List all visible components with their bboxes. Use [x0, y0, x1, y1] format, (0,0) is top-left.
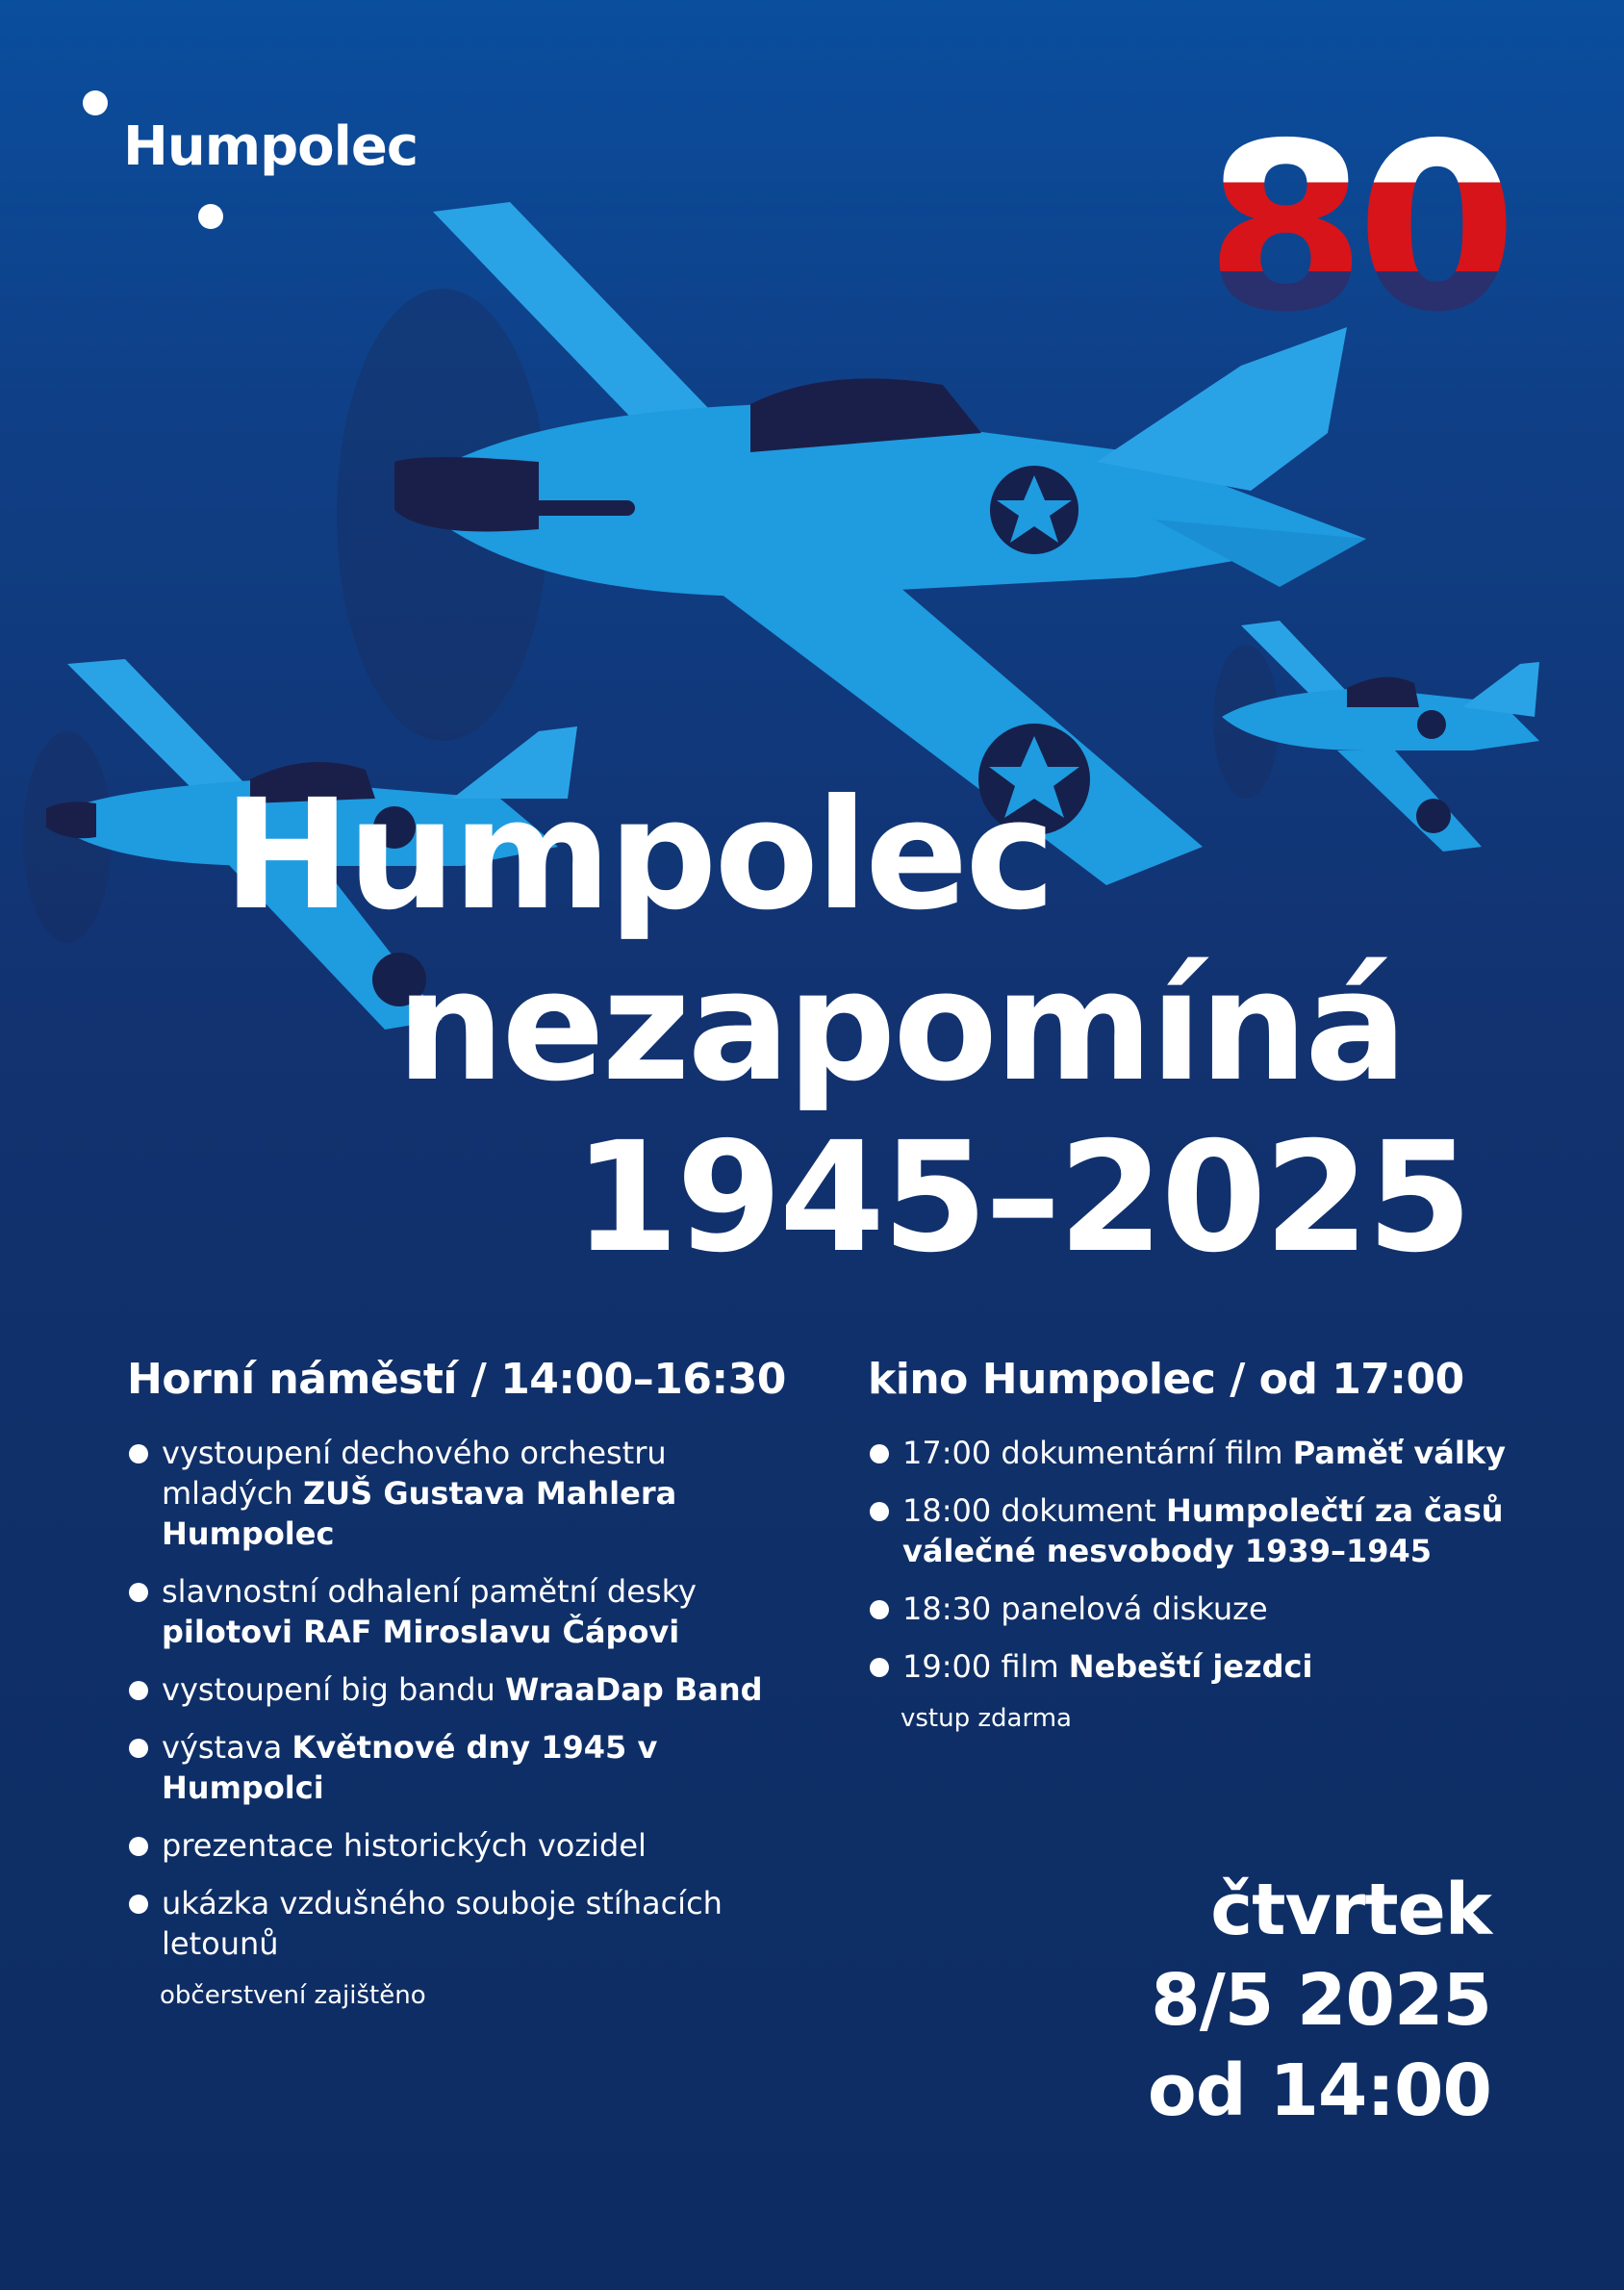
plane-right-icon	[1213, 621, 1539, 852]
headline-line-1: Humpolec	[223, 767, 1053, 944]
event-day: čtvrtek	[1210, 1869, 1491, 1951]
list-item: 19:00 film Nebeští jezdci	[868, 1646, 1522, 1687]
program-right-list	[868, 1433, 1522, 1687]
program-left-note: občerstvení zajištěno	[160, 1981, 426, 2010]
list-item: slavnostní odhalení pamětní desky pilotovi RAF Miroslavu Čápovi	[127, 1571, 800, 1652]
program-right	[868, 1355, 1522, 1733]
event-date-value: 8/5 2025	[1151, 1959, 1491, 2042]
program-left-title: Horní náměstí / 14:00–16:30	[127, 1355, 786, 1404]
program-left	[127, 1355, 800, 2010]
anniversary-number: 80	[1205, 115, 1508, 327]
list-item: ukázka vzdušného souboje stíhacích letounů	[127, 1883, 800, 1964]
program-right-title: kino Humpolec / od 17:00	[868, 1355, 1464, 1404]
headline-line-2: nezapomíná	[396, 938, 1405, 1115]
list-item: výstava Květnové dny 1945 v Humpolci	[127, 1727, 800, 1808]
list-item: 17:00 dokumentární film Paměť války	[868, 1433, 1522, 1473]
event-date	[1148, 1865, 1491, 2136]
list-item: prezentace historických vozidel	[127, 1825, 800, 1866]
list-item: vystoupení big bandu WraaDap Band	[127, 1669, 800, 1710]
program-right-note: vstup zdarma	[901, 1704, 1072, 1733]
list-item: 18:30 panelová diskuze	[868, 1589, 1522, 1629]
list-item: vystoupení dechového orchestru mladých ZUŠ Gustava Mahlera Humpolec	[127, 1433, 800, 1554]
brand-logo-text: Humpolec	[123, 115, 419, 178]
list-item: 18:00 dokument Humpolečtí za časů válečné nesvobody 1939–1945	[868, 1490, 1522, 1571]
headline-line-3: 1945–2025	[573, 1109, 1470, 1286]
event-time: od 14:00	[1147, 2049, 1491, 2132]
decor-dot	[83, 90, 108, 115]
program-left-list	[127, 1433, 800, 1964]
